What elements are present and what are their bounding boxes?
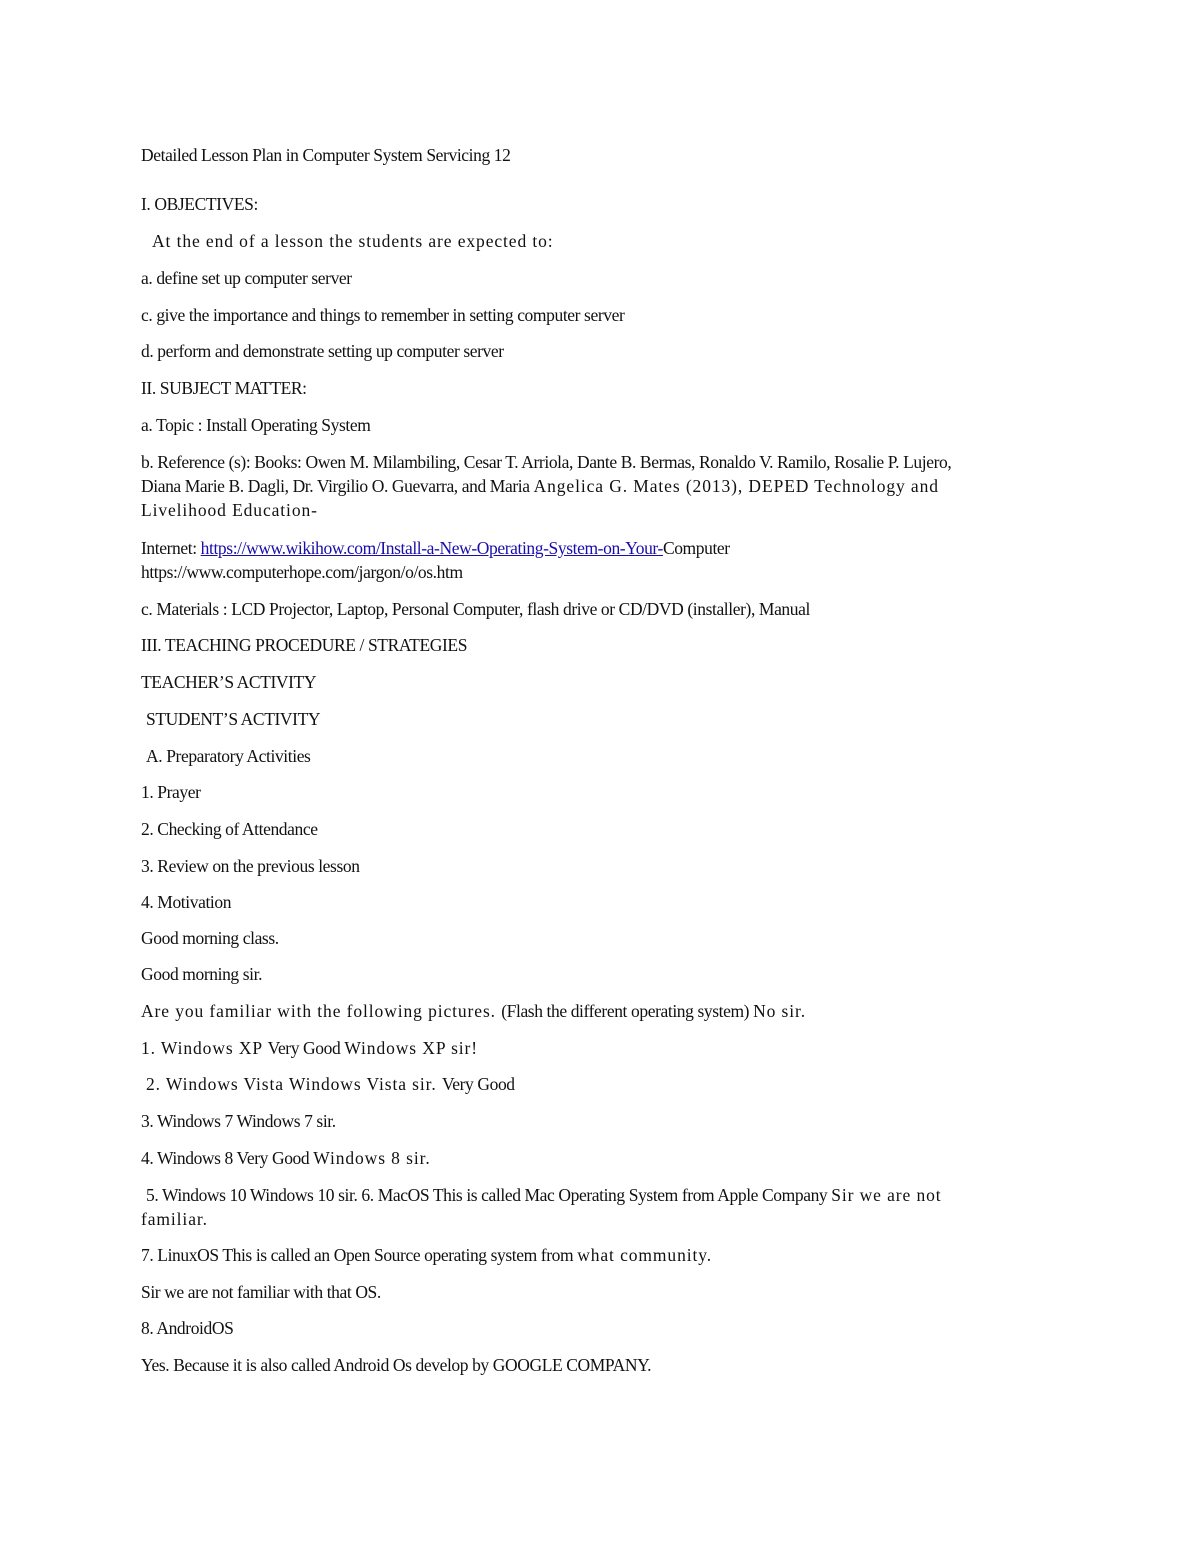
reference-line: Livelihood Education- bbox=[141, 500, 318, 520]
os-item bbox=[141, 1243, 1041, 1267]
student-greeting: Good morning sir. bbox=[141, 964, 263, 984]
os-item-text: 1. Windows XP bbox=[141, 1038, 268, 1058]
os-item: 3. Windows 7 Windows 7 sir. bbox=[141, 1111, 336, 1131]
reference-line: b. Reference (s): Books: Owen M. Milambiling, Cesar T. Arriola, Dante B. Bermas, Ronaldo V. Ramilo, Rosalie P. Lujero, bbox=[141, 452, 952, 472]
internet-label: Internet: bbox=[141, 538, 201, 558]
os-item: 8. AndroidOS bbox=[141, 1318, 234, 1338]
os-item-text: Very Good bbox=[267, 1038, 345, 1058]
os-item bbox=[141, 1036, 1041, 1060]
reference-text: Diana Marie B. Dagli, Dr. Virgilio O. Guevarra, and Maria bbox=[141, 476, 534, 496]
os-answer: Yes. Because it is also called Android Os develop by GOOGLE COMPANY. bbox=[141, 1355, 652, 1375]
teacher-activity-heading: TEACHER’S ACTIVITY bbox=[141, 672, 317, 692]
os-answer: Sir we are not familiar with that OS. bbox=[141, 1282, 381, 1302]
os-item-text: Very Good bbox=[441, 1074, 515, 1094]
objectives-heading: I. OBJECTIVES: bbox=[141, 194, 258, 214]
os-item-text: Windows XP sir! bbox=[344, 1038, 479, 1058]
os-item-text: what community. bbox=[577, 1245, 713, 1265]
os-item bbox=[146, 1183, 1046, 1207]
objective-item: d. perform and demonstrate setting up computer server bbox=[141, 341, 504, 361]
os-item bbox=[146, 1072, 1046, 1096]
os-item-text: Windows 8 sir. bbox=[313, 1148, 431, 1168]
objective-item: a. define set up computer server bbox=[141, 268, 352, 288]
os-item-continued: familiar. bbox=[141, 1209, 208, 1229]
materials-line: c. Materials : LCD Projector, Laptop, Personal Computer, flash drive or CD/DVD (installer), Manual bbox=[141, 599, 810, 619]
computerhope-url: https://www.computerhope.com/jargon/o/os.htm bbox=[141, 562, 463, 582]
objectives-intro: At the end of a lesson the students are expected to: bbox=[152, 231, 554, 251]
reference-text: Angelica G. Mates (2013), DEPED Technology and bbox=[533, 476, 939, 496]
os-item-text: 5. Windows 10 Windows 10 sir. 6. MacOS This is called Mac Operating System from Apple Company bbox=[146, 1185, 832, 1205]
preparatory-activities: A. Preparatory Activities bbox=[146, 746, 311, 766]
internet-line bbox=[141, 536, 1041, 560]
question-note: (Flash the different operating system) bbox=[501, 1001, 754, 1021]
topic-line: a. Topic : Install Operating System bbox=[141, 415, 371, 435]
question-answer: No sir. bbox=[753, 1001, 807, 1021]
procedure-step: 1. Prayer bbox=[141, 782, 201, 802]
internet-link-suffix: Computer bbox=[662, 538, 730, 558]
subject-matter-heading: II. SUBJECT MATTER: bbox=[141, 378, 307, 398]
wikihow-link[interactable]: https://www.wikihow.com/Install-a-New-Operating-System-on-Your- bbox=[200, 538, 663, 558]
os-item-text: 4. Windows 8 Very Good bbox=[141, 1148, 314, 1168]
os-item-text: 2. Windows Vista Windows Vista sir. bbox=[146, 1074, 442, 1094]
motivation-question bbox=[141, 999, 1041, 1023]
procedure-step: 3. Review on the previous lesson bbox=[141, 856, 360, 876]
student-activity-heading: STUDENT’S ACTIVITY bbox=[146, 709, 321, 729]
reference-line bbox=[141, 474, 1041, 498]
procedure-heading: III. TEACHING PROCEDURE / STRATEGIES bbox=[141, 635, 468, 655]
os-item bbox=[141, 1146, 1041, 1170]
document-title: Detailed Lesson Plan in Computer System Servicing 12 bbox=[141, 145, 511, 165]
os-item-text: 7. LinuxOS This is called an Open Source operating system from bbox=[141, 1245, 578, 1265]
objective-item: c. give the importance and things to remember in setting computer server bbox=[141, 305, 625, 325]
question-text: Are you familiar with the following pictures. bbox=[141, 1001, 502, 1021]
procedure-step: 2. Checking of Attendance bbox=[141, 819, 318, 839]
procedure-step: 4. Motivation bbox=[141, 892, 232, 912]
os-item-text: Sir we are not bbox=[831, 1185, 942, 1205]
teacher-greeting: Good morning class. bbox=[141, 928, 279, 948]
